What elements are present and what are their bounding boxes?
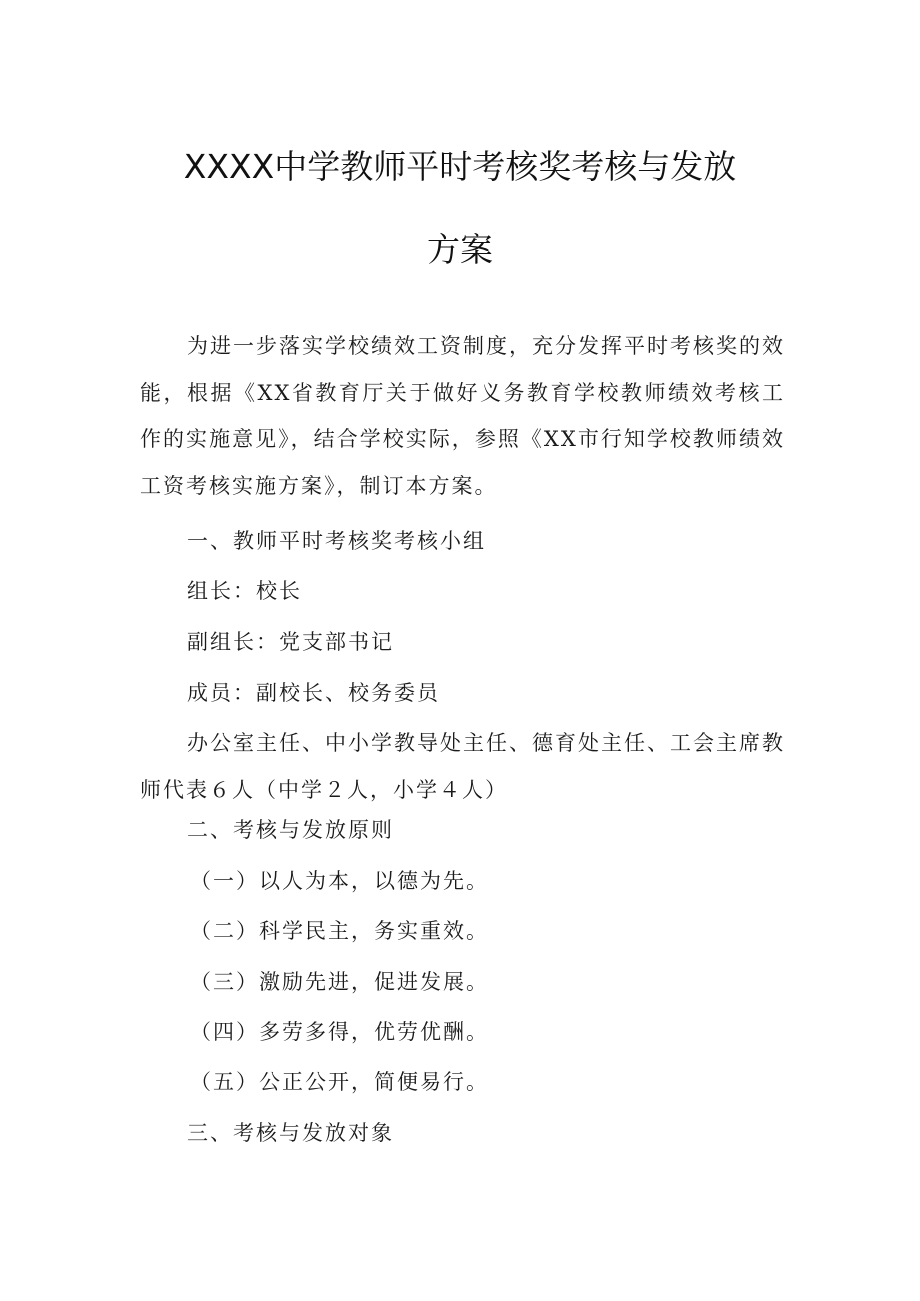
intro-paragraph: 为进一步落实学校绩效工资制度，充分发挥平时考核奖的效能，根据《XX省教育厅关于做好义务教育学校教师绩效考核工作的实施意见》，结合学校实际，参照《XX市行知学校教师绩效工资考核实施方案》，制订本方案。 — [140, 334, 785, 498]
section-1-heading: 一、教师平时考核奖考核小组 — [187, 529, 486, 553]
principle-item: （二）科学民主，务实重效。 — [190, 919, 489, 943]
deputy-leader-line: 副组长：党支部书记 — [187, 630, 394, 654]
document-title-line-2: 方案 — [427, 230, 493, 269]
principle-item: （四）多劳多得，优劳优酬。 — [190, 1020, 489, 1044]
document-title-line-1: XXXX中学教师平时考核奖考核与发放 — [183, 147, 737, 186]
principle-item: （三）激励先进，促进发展。 — [190, 970, 489, 994]
members-continued-paragraph: 办公室主任、中小学教导处主任、德育处主任、工会主席教师代表６人（中学２人，小学４人） — [140, 731, 785, 802]
leader-line: 组长：校长 — [187, 579, 302, 603]
principle-item: （五）公正公开，简便易行。 — [190, 1070, 489, 1094]
section-2-heading: 二、考核与发放原则 — [187, 818, 394, 842]
section-3-heading: 三、考核与发放对象 — [187, 1121, 394, 1145]
principle-item: （一）以人为本，以德为先。 — [190, 869, 489, 893]
members-line: 成员：副校长、校务委员 — [187, 681, 440, 705]
